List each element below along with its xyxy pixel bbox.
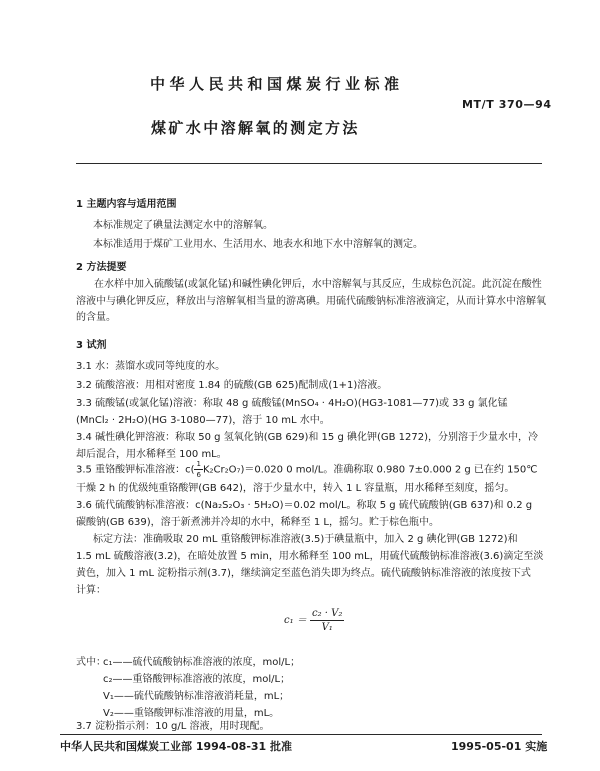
reagent-item-continued: (MnCl₂ · 2H₂O)(HG 3-1080—77)，溶于 10 mL 水中。 (76, 415, 330, 426)
reagent-item: 3.1 水：蒸馏水或同等纯度的水。 (76, 361, 226, 372)
section-1-heading: 1 主题内容与适用范围 (76, 199, 177, 210)
fraction-denominator: 6 (196, 471, 201, 479)
section-1-paragraph: 本标准规定了碘量法测定水中的溶解氧。 (93, 220, 273, 231)
standard-code: MT/T 370—94 (462, 98, 552, 111)
standard-issuer: 中华人民共和国煤炭行业标准 (150, 75, 404, 93)
fraction (194, 460, 202, 479)
document-title: 煤矿水中溶解氧的测定方法 (151, 119, 360, 137)
standardization-text: 1.5 mL 硫酸溶液(3.2)，在暗处放置 5 min，用水稀释至 100 mL，用硫代硫酸钠标准溶液(3.6)滴定至淡 (76, 551, 544, 562)
reagent-item-continued: 却后混合，用水稀释至 100 mL。 (76, 449, 227, 460)
formula-numerator: c₂ · V₂ (311, 608, 343, 619)
header-rule (76, 163, 542, 164)
section-1-paragraph: 本标准适用于煤矿工业用水、生活用水、地表水和地下水中溶解氧的测定。 (93, 239, 423, 250)
reagent-item: 3.3 硫酸锰(或氯化锰)溶液：称取 48 g 硫酸锰(MnSO₄ · 4H₂O)(HG3-1081—77)或 33 g 氯化锰 (76, 398, 508, 409)
reagent-item (76, 460, 537, 479)
reagent-item: 3.2 硫酸溶液：用相对密度 1.84 的硫酸(GB 625)配制成(1+1)溶液。 (76, 380, 388, 391)
reagent-item: 3.7 淀粉指示剂：10 g/L 溶液，用时现配。 (76, 721, 270, 732)
fraction-numerator: 1 (196, 460, 201, 468)
reagent-item-continued: 碳酸钠(GB 639)，溶于新煮沸并冷却的水中，稀释至 1 L，摇匀。贮于棕色瓶中。 (76, 517, 439, 528)
reagent-item-continued: 干燥 2 h 的优级纯重铬酸钾(GB 642)，溶于少量水中，转入 1 L 容量瓶，用水稀释至刻度，摇匀。 (76, 483, 515, 494)
formula-fraction (310, 608, 344, 633)
reagent-item-text: K₂Cr₂O₇)＝0.020 0 mol/L。准确称取 0.980 7±0.000 2 g 已在约 150℃ (202, 464, 538, 476)
implementation-date: 1995-05-01 实施 (451, 740, 548, 753)
section-2-heading: 2 方法提要 (76, 262, 127, 273)
legend-intro: 式中： (76, 657, 106, 668)
reagent-item: 3.4 碱性碘化钾溶液：称取 50 g 氢氧化钠(GB 629)和 15 g 碘化钾(GB 1272)，分别溶于少量水中，冷 (76, 432, 539, 443)
standardization-text: 计算： (76, 585, 106, 596)
legend-item: c₁——硫代硫酸钠标准溶液的浓度，mol/L； (103, 657, 301, 668)
reagent-item-text: 3.5 重铬酸钾标准溶液：c( (76, 464, 195, 476)
section-3-heading: 3 试剂 (76, 340, 107, 351)
standardization-text: 黄色，加入 1 mL 淀粉指示剂(3.7)，继续滴定至蓝色消失即为终点。硫代硫酸钠标准溶液的浓度按下式 (76, 568, 531, 579)
approval-date: 中华人民共和国煤炭工业部 1994-08-31 批准 (60, 740, 293, 753)
legend-item: c₂——重铬酸钾标准溶液的浓度，mol/L； (103, 674, 291, 685)
formula-denominator: V₁ (321, 622, 333, 633)
reagent-item: 3.6 硫代硫酸钠标准溶液：c(Na₂S₂O₃ · 5H₂O)＝0.02 mol/L。称取 5 g 硫代硫酸钠(GB 637)和 0.2 g (76, 500, 533, 511)
legend-item: V₂——重铬酸钾标准溶液的用量，mL。 (103, 708, 280, 719)
section-2-paragraph: 在水样中加入硫酸锰(或氯化锰)和碱性碘化钾后，水中溶解氧与其反应，生成棕色沉淀。此沉淀在酸性溶液中与碘化钾反应，释放出与溶解氧相当量的游离碘。用硫代硫酸钠标准溶液滴定，从而计算水中溶解氧的含量。 (76, 279, 546, 323)
footer-rule (60, 734, 542, 735)
formula-lhs: c₁ ＝ (284, 615, 307, 626)
standardization-text: 标定方法：准确吸取 20 mL 重铬酸钾标准溶液(3.5)于碘量瓶中，加入 2 g 碘化钾(GB 1272)和 (93, 534, 518, 545)
legend-item: V₁——硫代硫酸钠标准溶液消耗量，mL； (103, 691, 290, 702)
concentration-formula (284, 608, 344, 633)
